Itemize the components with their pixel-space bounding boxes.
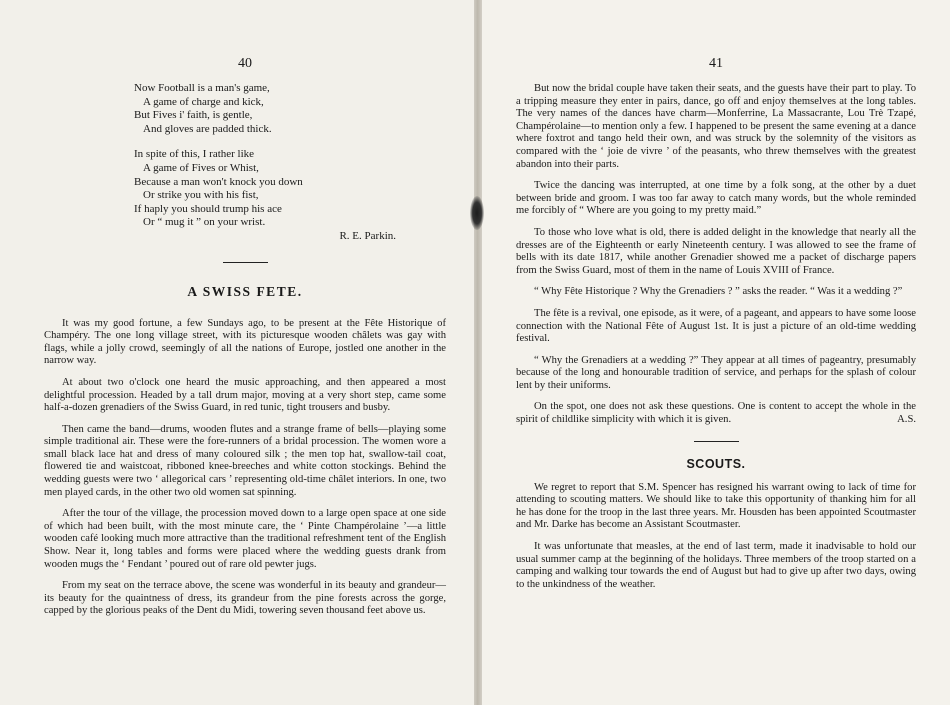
article-paragraph: Twice the dancing was interrupted, at one time by a folk song, at the other by a duet between bride and groom. I was too far away to catch many words, but the whole reminded me forcibly of “ Where are you going to my pretty maid.” <box>516 180 916 217</box>
article-paragraph: At about two o'clock one heard the music approaching, and then appeared a most delightful procession. Headed by a tall drum major, moving at a very short step, came some half-a-dozen grenadiers of the Swiss Guard, in red tunic, tight trousers and busby. <box>44 376 446 414</box>
article-paragraph: After the tour of the village, the procession moved down to a large open space at one side of which had been built, with the most minute care, the ‘ Pinte Champérolaine ’—a little wooden café looking much more attractive than the traditional refreshment tent of the English Show. Near it, long tables and forms were placed where the wedding guests drank from wooden mugs the ‘ Fendant ’ poured out of rare old pewter jugs. <box>44 508 446 570</box>
article-paragraph: To those who love what is old, there is added delight in the knowledge that nearly all the dresses are of the Eighteenth or early Nineteenth century. I was allowed to see the frame of bells with its date 1817, while another Grenadier showed me a packet of discharge papers from the Swiss Guard, most of them in the name of Louis XVIII of France. <box>516 226 916 276</box>
scouts-paragraph: It was unfortunate that measles, at the end of last term, made it inadvisable to hold our usual summer camp at the beginning of the holidays. Three members of the troop started on a camping and walking tour towards the end of August but had to give up after two days, owing to the unkindness of the weather. <box>516 541 916 590</box>
section-divider <box>694 441 739 442</box>
right-page <box>478 0 950 705</box>
closing-text: On the spot, one does not ask these questions. One is content to accept the whole in the spirit of childlike simplicity with which it is given. <box>516 401 916 426</box>
article-paragraph: The fête is a revival, one episode, as it were, of a pageant, and appears to have some loose connection with the National Fête of August 1st. It is just a picture of an old-time wedding festival. <box>516 307 916 345</box>
article-paragraph: Then came the band—drums, wooden flutes and a strange frame of bells—playing some simple traditional air. These were the fore-runners of a bridal procession. The women wore a small black lace hat and dress of many coloured silk ; the men top hat, swallow-tail coat, flowered tie and waistcoat, ribboned knee-breeches and white cotton stockings. Behind the wedding guests were two ‘ allegorical cars ’ representing old-time châlet interiors. In one, two men played cards, in the other two old women sat spinning. <box>44 423 446 498</box>
poem <box>134 82 446 244</box>
poem-stanza-2 <box>134 148 446 243</box>
poem-line: If haply you should trump his ace <box>134 202 282 215</box>
poem-line: Or “ mug it ” on your wrist. <box>143 216 266 229</box>
article-paragraph: It was my good fortune, a few Sundays ago, to be present at the Fête Historique of Champéry. The one long village street, with its picturesque wooden châlets was gay with flags, while a jolly crowd, seemingly of all the nations of Europe, jostled one another in the narrow way. <box>44 317 446 367</box>
article-paragraph: But now the bridal couple have taken their seats, and the guests have their part to play. To a tripping measure they enter in pairs, dance, go off and enjoy themselves at the long tables. The very names of the dances have charm—Monferrine, La Massacrante, Lou Trè Tzapé, Champérolaine—to mention only a few. I happened to be present the same evening at a dance where foxtrot and tango held their own, and was struck by the solemnity of the visitors as compared with the ‘ joie de vivre ’ of the peasants, who threw themselves with the greatest abandon into their parts. <box>516 83 916 170</box>
page-number-right: 41 <box>709 56 723 71</box>
poem-line: And gloves are padded thick. <box>143 122 272 135</box>
scouts-paragraph: We regret to report that S.M. Spencer has resigned his warrant owing to lack of time for attending to scouting matters. We should like to take this opportunity of thanking him for all he has done for the troop in the last three years. Mr. Housden has been appointed Scoutmaster and Mr. Darke has become an Assistant Scoutmaster. <box>516 481 916 531</box>
poem-line: In spite of this, I rather like <box>134 148 255 161</box>
poem-line: Now Football is a man's game, <box>134 82 270 94</box>
ink-blot <box>470 196 484 230</box>
article-continuation <box>516 71 916 427</box>
poem-line: But Fives i' faith, is gentle, <box>134 109 253 122</box>
article-paragraph: From my seat on the terrace above, the scene was wonderful in its beauty and grandeur—its beauty for the quaintness of dress, its grandeur from the pine forests across the gorge, capped by the glorious peaks of the Dent du Midi, towering seven thousand feet above us. <box>44 580 446 617</box>
section-divider <box>223 262 268 263</box>
poem-author: R. E. Parkin. <box>339 229 396 242</box>
article-signature: A.S. <box>897 414 916 426</box>
page-gutter <box>474 0 482 705</box>
poem-line: A game of Fives or Whist, <box>143 161 259 174</box>
article-paragraph: “ Why the Grenadiers at a wedding ?” They appear at all times of pageantry, presumably because of the long and honourable tradition of service, and perhaps for the splash of colour lent by their uniforms. <box>516 354 916 391</box>
page-number-left: 40 <box>238 56 252 71</box>
article-closing-paragraph <box>516 401 916 426</box>
section-title-scouts: SCOUTS. <box>686 456 746 471</box>
article-title: A SWISS FETE. <box>187 283 303 299</box>
poem-stanza-1 <box>134 82 446 136</box>
article-paragraph: “ Why Fête Historique ? Why the Grenadiers ? ” asks the reader. “ Was it a wedding ?” <box>534 286 903 298</box>
poem-line: Or strike you with his fist, <box>143 189 259 202</box>
poem-line: Because a man won't knock you down <box>134 175 303 188</box>
poem-line: A game of charge and kick, <box>143 95 264 108</box>
